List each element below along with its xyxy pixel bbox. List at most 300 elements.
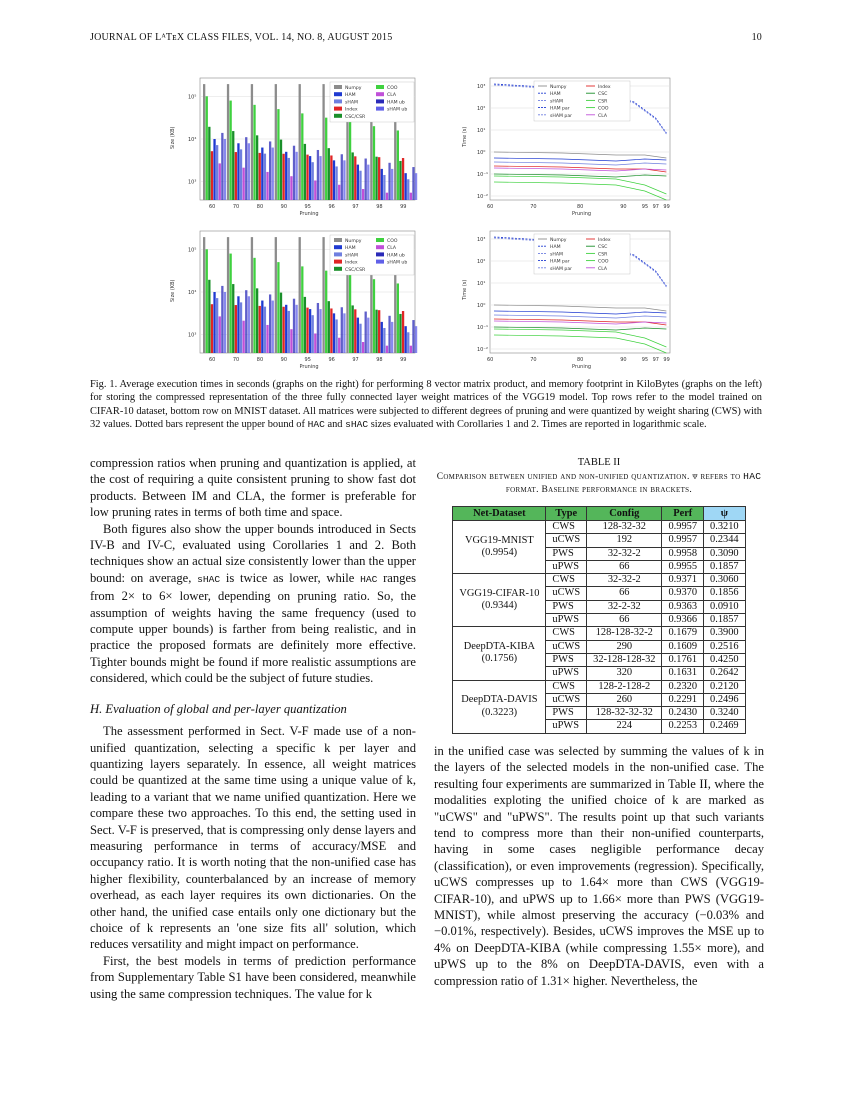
legend-label: CSR bbox=[598, 252, 608, 258]
legend-box bbox=[534, 81, 630, 121]
bar bbox=[373, 126, 375, 200]
bar bbox=[375, 310, 377, 353]
table-row bbox=[453, 574, 745, 587]
legend-swatch bbox=[376, 99, 384, 103]
table-cell: 0.2320 bbox=[662, 680, 704, 693]
legend-label: CSC/CSR bbox=[345, 114, 366, 120]
dataset-cell: DeepDTA-DAVIS (0.3223) bbox=[453, 680, 546, 733]
bar bbox=[397, 283, 399, 353]
bar bbox=[245, 137, 247, 200]
y-tick-label: 10² bbox=[477, 259, 486, 265]
table-header-1: Type bbox=[546, 507, 587, 521]
bar bbox=[365, 312, 367, 353]
bar bbox=[306, 308, 308, 353]
table-cell: 0.2120 bbox=[704, 680, 746, 693]
y-tick-label: 10⁻² bbox=[477, 347, 489, 353]
bar bbox=[319, 156, 321, 200]
bar bbox=[216, 145, 218, 200]
legend-swatch bbox=[376, 92, 384, 96]
bar bbox=[213, 139, 215, 200]
y-tick-label: 10⁴ bbox=[188, 137, 197, 143]
bar bbox=[343, 160, 345, 200]
bar bbox=[301, 266, 303, 353]
bar bbox=[261, 301, 263, 353]
bar bbox=[211, 151, 213, 200]
bar bbox=[386, 193, 388, 200]
bar bbox=[288, 158, 290, 200]
table-title: TABLE II bbox=[577, 457, 621, 468]
y-tick-label: 10⁴ bbox=[188, 290, 197, 296]
table-cell: 0.2496 bbox=[704, 693, 746, 706]
legend-label: Numpy bbox=[345, 86, 362, 91]
bar bbox=[277, 262, 279, 353]
legend-label: Numpy bbox=[550, 85, 567, 90]
y-tick-label: 10⁻² bbox=[477, 194, 489, 200]
table-cell: 128-2-128-2 bbox=[587, 680, 662, 693]
table-cell: 0.4250 bbox=[704, 653, 746, 666]
bar bbox=[367, 165, 369, 200]
x-tick-label: 70 bbox=[530, 204, 537, 210]
table-cell: 290 bbox=[587, 640, 662, 653]
x-tick-label: 80 bbox=[577, 204, 584, 210]
table-cell: 0.9371 bbox=[662, 574, 704, 587]
bar bbox=[352, 305, 354, 353]
legend-label: CLA bbox=[598, 266, 608, 272]
bar bbox=[264, 307, 266, 353]
legend-swatch bbox=[376, 107, 384, 111]
table-cell: 0.1761 bbox=[662, 653, 704, 666]
legend-swatch bbox=[334, 260, 342, 264]
legend-label: HAM bbox=[550, 92, 561, 98]
legend-label: Index bbox=[345, 107, 358, 113]
table-cell: uCWS bbox=[546, 587, 587, 600]
legend-label: Numpy bbox=[345, 239, 362, 244]
bar bbox=[352, 152, 354, 200]
y-tick-label: 10⁰ bbox=[477, 303, 486, 309]
table-cell: 32-128-128-32 bbox=[587, 653, 662, 666]
table-cell: uCWS bbox=[546, 640, 587, 653]
table-cell: 66 bbox=[587, 614, 662, 627]
table-cell: 0.2430 bbox=[662, 707, 704, 720]
x-tick-label: 95 bbox=[641, 357, 649, 363]
x-tick-label: 99 bbox=[400, 204, 407, 210]
table-cell: 0.2469 bbox=[704, 720, 746, 733]
table-cell: 66 bbox=[587, 587, 662, 600]
page-number: 10 bbox=[751, 32, 762, 43]
bar bbox=[299, 84, 301, 200]
legend-label: CLA bbox=[598, 113, 608, 119]
bar bbox=[293, 146, 295, 200]
bar bbox=[275, 237, 277, 353]
legend-swatch bbox=[376, 238, 384, 242]
bar bbox=[264, 154, 266, 200]
paragraph: in the unified case was selected by summing the values of k in the layers of the selected models in the non-unified case. The resulting four experiments are summarized in Table II, where the modalities exploting the unified choice of k are marked as "uCWS" and "uPWS". The results point up that such variants tend to compress more than their non-unified counterparts, having in some cases negligible performance decay (classification), or even improvements (regression). Specifically, uCWS compresses up to 1.64× more than CWS (VGG19-CIFAR-10), and uPWS up to 1.66× more than PWS (VGG19-MNIST), while almost preserving the accuracy (−0.03% and −0.01%, respectively). Besides, uCWS improves the MSE up to 4% on DeepDTA-KIBA (while compressing 1.55× more), and uPWS up to the 8% on DeepDTA-DAVIS, even with a compression ratio of 1.31× higher. Nevertheless, the bbox=[434, 744, 764, 988]
paragraph: The assessment performed in Sect. V-F made use of a non-unified quantization, selecting a specific k per layer and quantizing layers separately. In essence, all weight matrices could be quantized at the same time using a unique value of k, leading to a variant that we name unified quantization. Here we compare these two approaches. To this end, the setting used in Sect. V-F is preserved, that is compressing only dense layers and measuring performance in terms of accuracy/MSE and occupancy ratio. It is worth noting that the non-unified case has higher flexibility, counterbalanced by an increase of memory overhead, as each layer requires its own dictionaries. On the other hand, the unified case entails only one dictionary but the choice of k represents an 'one size fits all' solution, which reduces versatility and might impact on performance. bbox=[90, 724, 416, 952]
legend-label: CSR bbox=[598, 99, 608, 105]
legend-label: sHAM ub bbox=[387, 107, 408, 113]
table-cell: 260 bbox=[587, 693, 662, 706]
y-tick-label: 10³ bbox=[477, 84, 486, 90]
bar bbox=[304, 297, 306, 353]
bar bbox=[242, 321, 244, 353]
bar bbox=[341, 307, 343, 353]
bar bbox=[357, 318, 359, 353]
bar bbox=[232, 131, 234, 200]
bar bbox=[266, 172, 268, 200]
section-heading: H. Evaluation of global and per-layer quantization bbox=[90, 701, 347, 716]
bar bbox=[333, 160, 335, 200]
legend-swatch bbox=[334, 252, 342, 256]
bar bbox=[378, 157, 380, 200]
table-cell: 0.9958 bbox=[662, 547, 704, 560]
bar bbox=[367, 318, 369, 353]
legend-swatch bbox=[334, 245, 342, 249]
figure-1-panels bbox=[160, 70, 680, 370]
x-tick-label: 95 bbox=[304, 357, 311, 363]
bar bbox=[221, 133, 223, 200]
legend-label: CLA bbox=[387, 93, 397, 99]
table-cell: PWS bbox=[546, 547, 587, 560]
bar bbox=[203, 237, 205, 353]
legend-label: sHAM par bbox=[550, 113, 573, 119]
bar bbox=[405, 326, 407, 353]
bar bbox=[383, 175, 385, 200]
legend-label: COO bbox=[598, 106, 609, 112]
table-cell: 224 bbox=[587, 720, 662, 733]
bar bbox=[208, 280, 210, 353]
table-cell: 0.3060 bbox=[704, 574, 746, 587]
table-cell: 0.1857 bbox=[704, 560, 746, 573]
bar bbox=[235, 152, 237, 200]
table-cell: 0.9955 bbox=[662, 560, 704, 573]
journal-title: JOURNAL OF LᴬTᴇX CLASS FILES, VOL. 14, NO. 8, AUGUST 2015 bbox=[90, 32, 393, 43]
bar bbox=[309, 309, 311, 353]
bar bbox=[415, 326, 417, 353]
table-row bbox=[453, 627, 745, 640]
dataset-cell: VGG19-CIFAR-10 (0.9344) bbox=[453, 574, 546, 627]
bar bbox=[259, 306, 261, 353]
bar bbox=[330, 155, 332, 200]
legend-label: HAM par bbox=[550, 106, 570, 112]
table-cell: 0.1609 bbox=[662, 640, 704, 653]
bar bbox=[240, 149, 242, 200]
legend-label: sHAM bbox=[345, 100, 358, 106]
y-tick-label: 10¹ bbox=[477, 128, 486, 134]
legend-label: HAM ub bbox=[387, 253, 405, 259]
legend-swatch bbox=[334, 267, 342, 271]
table-caption: Comparison between unified and non-unified quantization. ψ refers to HAC format. Baseline performance in brackets. bbox=[436, 471, 762, 495]
legend-label: Index bbox=[598, 238, 611, 243]
table-cell: 128-32-32-32 bbox=[587, 707, 662, 720]
bar bbox=[290, 329, 292, 353]
bar bbox=[290, 176, 292, 200]
table-cell: 0.1857 bbox=[704, 614, 746, 627]
y-axis-label: Time (s) bbox=[462, 279, 468, 300]
y-tick-label: 10⁻¹ bbox=[477, 325, 489, 331]
table-cell: CWS bbox=[546, 627, 587, 640]
table-cell: 0.9363 bbox=[662, 600, 704, 613]
bar bbox=[410, 346, 412, 353]
table-cell: 0.2253 bbox=[662, 720, 704, 733]
y-tick-label: 10³ bbox=[188, 332, 197, 339]
table-cell: 32-2-32 bbox=[587, 600, 662, 613]
y-tick-label: 10¹ bbox=[477, 281, 486, 287]
y-tick-label: 10⁻¹ bbox=[477, 172, 489, 178]
legend-label: sHAM bbox=[345, 253, 358, 259]
bar bbox=[237, 296, 239, 353]
bar bbox=[272, 301, 274, 353]
table-cell: 66 bbox=[587, 560, 662, 573]
legend-label: Numpy bbox=[550, 238, 567, 243]
bar bbox=[253, 105, 255, 200]
bar bbox=[229, 254, 231, 353]
bar bbox=[245, 290, 247, 353]
x-tick-label: 97 bbox=[352, 357, 359, 363]
table-row bbox=[453, 521, 745, 534]
figure-caption: Fig. 1. Average execution times in seconds (graphs on the right) for performing 8 vector matrix product, and memory footprint in KiloBytes (graphs on the left) for storing the compressed representation of the three fully connected layer weight matrices of the VGG19 model. Top rows refer to the model trained on CIFAR-10 dataset, bottom row on MNIST dataset. All matrices were subjected to different degrees of pruning and were quantized by weight sharing (CWS) with 32 values. Dotted bars represent the upper bound of HAC and sHAC sizes evaluated with Corollaries 1 and 2. Times are reported in logarithmic scale. bbox=[90, 379, 762, 430]
bar bbox=[402, 158, 404, 200]
bar bbox=[295, 305, 297, 353]
x-tick-label: 97 bbox=[652, 357, 659, 363]
bar bbox=[277, 109, 279, 200]
table-cell: 32-32-2 bbox=[587, 574, 662, 587]
bar bbox=[399, 314, 401, 353]
bar bbox=[354, 309, 356, 353]
table-cell: uPWS bbox=[546, 614, 587, 627]
legend-label: sHAM bbox=[550, 252, 563, 258]
legend-swatch bbox=[376, 85, 384, 89]
x-tick-label: 80 bbox=[256, 357, 264, 363]
dataset-cell: VGG19-MNIST (0.9954) bbox=[453, 521, 546, 574]
table-cell: 128-128-32-2 bbox=[587, 627, 662, 640]
bar bbox=[359, 324, 361, 353]
bar bbox=[219, 316, 221, 353]
x-axis-label: Pruning bbox=[572, 211, 592, 217]
table-cell: uPWS bbox=[546, 720, 587, 733]
bar bbox=[407, 332, 409, 353]
table-cell: 0.2344 bbox=[704, 534, 746, 547]
x-tick-label: 70 bbox=[232, 357, 240, 363]
bar bbox=[415, 173, 417, 200]
bar bbox=[388, 163, 390, 200]
bar bbox=[293, 299, 295, 353]
bar bbox=[410, 193, 412, 200]
bar bbox=[295, 152, 297, 200]
legend-label: Index bbox=[598, 85, 611, 90]
results-table bbox=[452, 506, 745, 734]
bar bbox=[285, 305, 287, 353]
x-tick-label: 90 bbox=[280, 204, 288, 210]
bar bbox=[227, 237, 229, 353]
bar bbox=[275, 84, 277, 200]
bar bbox=[312, 315, 314, 353]
bar bbox=[343, 313, 345, 353]
paragraph: First, the best models in terms of prediction performance from Supplementary Table S1 have been considered, meanwhile using the same compression techniques. The value for k bbox=[90, 953, 416, 1001]
bar bbox=[388, 316, 390, 353]
x-tick-label: 80 bbox=[256, 204, 264, 210]
bar bbox=[256, 135, 258, 200]
bar bbox=[259, 153, 261, 200]
legend-label: HAM bbox=[345, 246, 356, 252]
bar bbox=[391, 169, 393, 200]
table-cell: 0.2291 bbox=[662, 693, 704, 706]
y-axis-label: Time (s) bbox=[462, 126, 468, 147]
bar bbox=[397, 130, 399, 200]
legend-swatch bbox=[334, 99, 342, 103]
table-cell: 320 bbox=[587, 667, 662, 680]
bar bbox=[288, 311, 290, 353]
legend-label: HAM ub bbox=[387, 100, 405, 106]
table-row bbox=[453, 680, 745, 693]
x-tick-label: 95 bbox=[304, 204, 311, 210]
bar bbox=[341, 154, 343, 200]
bar bbox=[373, 279, 375, 353]
bar bbox=[251, 237, 253, 353]
x-tick-label: 90 bbox=[620, 204, 627, 210]
x-tick-label: 97 bbox=[352, 204, 359, 210]
bar bbox=[269, 294, 271, 353]
figure-1 bbox=[160, 70, 680, 370]
table-cell: uCWS bbox=[546, 693, 587, 706]
legend-swatch bbox=[334, 238, 342, 242]
table-cell: PWS bbox=[546, 600, 587, 613]
legend-swatch bbox=[334, 114, 342, 118]
bar bbox=[402, 311, 404, 353]
left-column bbox=[90, 455, 416, 1002]
x-tick-label: 99 bbox=[663, 357, 670, 363]
bar bbox=[301, 113, 303, 200]
x-axis-label: Pruning bbox=[572, 364, 592, 370]
x-tick-label: 99 bbox=[400, 357, 407, 363]
bar bbox=[216, 298, 218, 353]
table-cell: 32-32-2 bbox=[587, 547, 662, 560]
y-axis-label: Size (KB) bbox=[170, 279, 176, 302]
bar bbox=[256, 288, 258, 353]
bar bbox=[251, 84, 253, 200]
y-axis-label: Size (KB) bbox=[170, 126, 176, 149]
bar bbox=[213, 292, 215, 353]
y-tick-label: 10³ bbox=[477, 237, 486, 243]
bar bbox=[338, 338, 340, 353]
bar bbox=[325, 271, 327, 353]
table-cell: 0.3210 bbox=[704, 521, 746, 534]
bar bbox=[383, 328, 385, 353]
bar bbox=[314, 180, 316, 200]
bar bbox=[309, 156, 311, 200]
bar bbox=[266, 325, 268, 353]
bar bbox=[335, 319, 337, 353]
bar bbox=[349, 275, 351, 353]
table-cell: 0.2516 bbox=[704, 640, 746, 653]
legend-label: COO bbox=[387, 86, 398, 91]
bar bbox=[240, 302, 242, 353]
x-tick-label: 99 bbox=[663, 204, 670, 210]
x-tick-label: 60 bbox=[487, 204, 494, 210]
table-cell: 0.1631 bbox=[662, 667, 704, 680]
table-cell: 0.3090 bbox=[704, 547, 746, 560]
table-cell: CWS bbox=[546, 680, 587, 693]
bar bbox=[224, 292, 226, 353]
bar bbox=[317, 150, 319, 200]
table-header-3: Perf bbox=[662, 507, 704, 521]
table-header-4: ψ bbox=[704, 507, 746, 521]
legend-label: Index bbox=[345, 260, 358, 266]
table-ii bbox=[434, 457, 764, 734]
y-tick-label: 10² bbox=[477, 106, 486, 112]
bar bbox=[235, 305, 237, 353]
bar bbox=[359, 171, 361, 200]
bar bbox=[375, 157, 377, 200]
x-tick-label: 70 bbox=[530, 357, 537, 363]
x-tick-label: 97 bbox=[652, 204, 659, 210]
bar bbox=[378, 310, 380, 353]
x-tick-label: 90 bbox=[620, 357, 627, 363]
bar bbox=[282, 307, 284, 353]
bar bbox=[322, 237, 324, 353]
x-tick-label: 60 bbox=[209, 204, 216, 210]
paragraph: compression ratios when pruning and quantization is applied, at the cost of requiring a quite consistent pruning to show fast dot products. Between IM and CLA, the former is preferable for low pruning rates in terms of both time and space. bbox=[90, 456, 416, 520]
legend-box bbox=[534, 234, 630, 274]
bar bbox=[362, 342, 364, 353]
table-cell: 0.1679 bbox=[662, 627, 704, 640]
table-cell: PWS bbox=[546, 653, 587, 666]
table-cell: uCWS bbox=[546, 534, 587, 547]
bar bbox=[282, 154, 284, 200]
y-tick-label: 10⁵ bbox=[188, 94, 197, 101]
legend-swatch bbox=[376, 245, 384, 249]
bar bbox=[280, 140, 282, 200]
bar bbox=[407, 179, 409, 200]
legend-label: sHAM par bbox=[550, 266, 573, 272]
bar bbox=[211, 304, 213, 353]
legend-label: sHAM ub bbox=[387, 260, 408, 266]
legend-swatch bbox=[376, 252, 384, 256]
bar bbox=[399, 161, 401, 200]
bar bbox=[312, 162, 314, 200]
bar bbox=[232, 284, 234, 353]
table-cell: 128-32-32 bbox=[587, 521, 662, 534]
table-cell: PWS bbox=[546, 707, 587, 720]
bar bbox=[206, 249, 208, 353]
bar bbox=[272, 148, 274, 200]
legend-label: sHAM bbox=[550, 99, 563, 105]
legend-swatch bbox=[376, 260, 384, 264]
x-axis-label: Pruning bbox=[299, 211, 319, 217]
legend-label: CSC bbox=[598, 92, 608, 98]
bar bbox=[229, 101, 231, 200]
table-cell: 0.9957 bbox=[662, 534, 704, 547]
legend-swatch bbox=[334, 92, 342, 96]
bar bbox=[261, 148, 263, 200]
bar bbox=[227, 84, 229, 200]
bar bbox=[219, 163, 221, 200]
bar bbox=[253, 258, 255, 353]
bar bbox=[285, 152, 287, 200]
paragraph: Both figures also show the upper bounds introduced in Sects IV-B and IV-C, evaluated using Corollaries 1 and 2. Both techniques show an actual size consistently lower than the upper bound: on average, sHAC is twice as lower, while HAC ranges from 2× to 6× lower, depending on pruning ratio. So, the assumption of weights having the same frequency (used to compute upper bounds) is farther from being realistic, and in practice the proposed formats are definitely more effective. Tighter bounds might be found if more realistic assumptions are considered, which could be the subject of future studies. bbox=[90, 521, 416, 686]
table-header-0: Net-Dataset bbox=[453, 507, 546, 521]
table-cell: CWS bbox=[546, 521, 587, 534]
x-tick-label: 96 bbox=[328, 204, 335, 210]
bar bbox=[365, 159, 367, 200]
legend-swatch bbox=[334, 107, 342, 111]
table-cell: 0.3900 bbox=[704, 627, 746, 640]
bar bbox=[349, 122, 351, 200]
table-cell: 0.3240 bbox=[704, 707, 746, 720]
bar bbox=[248, 296, 250, 353]
y-tick-label: 10³ bbox=[188, 179, 197, 186]
bar bbox=[412, 320, 414, 353]
bar bbox=[314, 333, 316, 353]
